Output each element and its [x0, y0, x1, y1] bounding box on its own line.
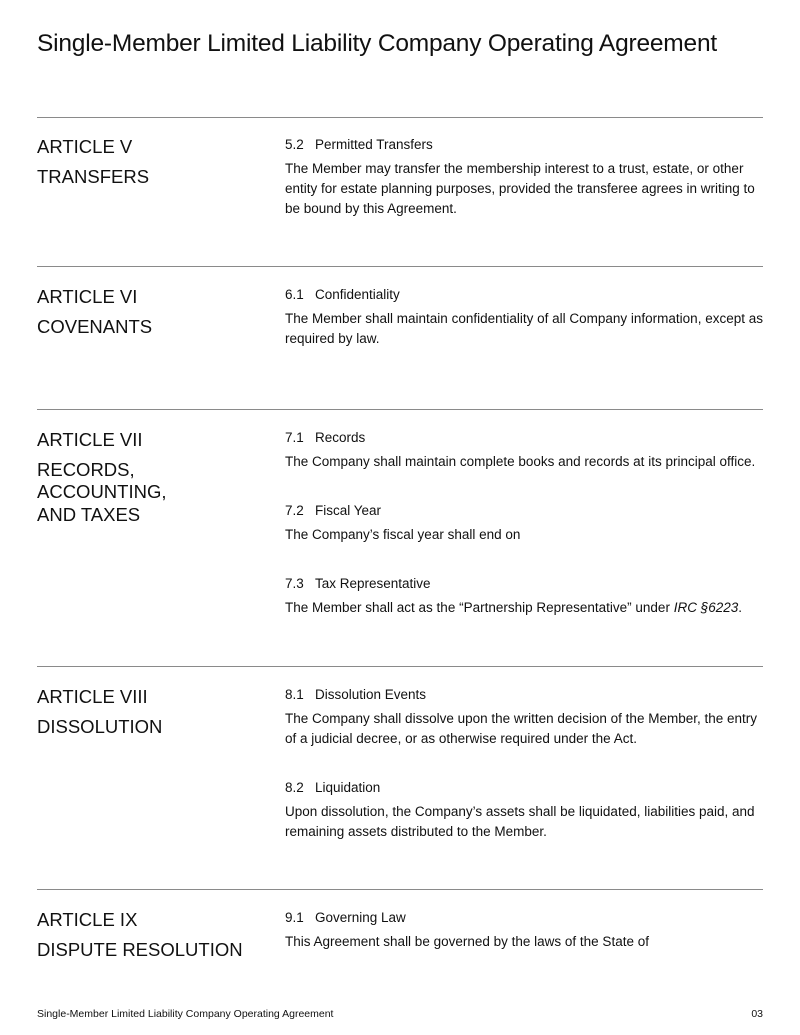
section-number: 8.1: [285, 687, 304, 702]
section-body: [285, 525, 763, 545]
section-heading: [285, 430, 763, 446]
body-line: The Member may transfer the membership interest to a trust, estate, or other: [285, 161, 744, 176]
divider: [37, 266, 763, 267]
section-body: [285, 598, 763, 618]
document-title: Single-Member Limited Liability Company Operating Agreement: [37, 30, 717, 57]
article-heading: [37, 909, 257, 961]
section-number: 7.1: [285, 430, 304, 445]
section-heading: [285, 687, 763, 703]
body-line: required by law.: [285, 331, 380, 346]
section-9-1: [285, 910, 763, 952]
body-line: The Company shall maintain complete books and records at its principal office.: [285, 454, 756, 469]
article-name: [37, 459, 257, 526]
body-line: of a judicial decree, or as otherwise required under the Act.: [285, 731, 637, 746]
article-heading: [37, 286, 257, 338]
body-text-end: .: [738, 600, 742, 615]
article-heading: [37, 429, 257, 526]
body-text: The Member shall act as the “Partnership Representative” under: [285, 600, 674, 615]
section-number: 9.1: [285, 910, 304, 925]
body-line: The Member shall maintain confidentiality of all Company information, except as: [285, 311, 763, 326]
divider: [37, 666, 763, 667]
article-name-line: ACCOUNTING,: [37, 481, 167, 503]
body-line: [285, 598, 763, 618]
article-number: ARTICLE VII: [37, 429, 143, 450]
body-line: Upon dissolution, the Company’s assets shall be liquidated, liabilities paid, and: [285, 804, 755, 819]
section-heading: [285, 780, 763, 796]
section-title: Liquidation: [315, 780, 381, 795]
article-number: ARTICLE IX: [37, 909, 138, 930]
section-8-2: [285, 780, 763, 842]
body-line: The Company’s fiscal year shall end on: [285, 527, 521, 542]
section-body: [285, 709, 763, 749]
section-body: [285, 802, 763, 842]
section-body: [285, 309, 763, 349]
section-body: [285, 452, 763, 472]
body-line: remaining assets distributed to the Member.: [285, 824, 547, 839]
page-number: 03: [751, 1008, 763, 1020]
article-heading: [37, 136, 257, 188]
article-name-line: RECORDS,: [37, 459, 135, 481]
article-name-line: COVENANTS: [37, 316, 153, 338]
article-number: ARTICLE VI: [37, 286, 138, 307]
article-number: ARTICLE VIII: [37, 686, 148, 707]
section-heading: [285, 137, 763, 153]
article-name: [37, 716, 257, 738]
section-body: [285, 932, 763, 952]
footer-document-title: Single-Member Limited Liability Company Operating Agreement: [37, 1008, 334, 1020]
article-heading: [37, 686, 257, 738]
section-number: 7.3: [285, 576, 304, 591]
section-heading: [285, 287, 763, 303]
article-name: [37, 939, 257, 961]
section-title: Fiscal Year: [315, 503, 382, 518]
section-heading: [285, 503, 763, 519]
section-title: Records: [315, 430, 366, 445]
body-line: The Company shall dissolve upon the written decision of the Member, the entry: [285, 711, 757, 726]
article-name-line: DISSOLUTION: [37, 716, 163, 738]
body-line: entity for estate planning purposes, provided the transferee agrees in writing to: [285, 181, 755, 196]
section-title: Tax Representative: [315, 576, 431, 591]
article-name-line: AND TAXES: [37, 503, 141, 525]
section-title: Governing Law: [315, 910, 406, 925]
section-7-2: [285, 503, 763, 545]
section-8-1: [285, 687, 763, 749]
body-line: This Agreement shall be governed by the laws of the State of: [285, 934, 649, 949]
section-number: 7.2: [285, 503, 304, 518]
section-title: Permitted Transfers: [315, 137, 433, 152]
section-7-3: [285, 576, 763, 618]
section-5-2: [285, 137, 763, 219]
section-6-1: [285, 287, 763, 349]
body-line: be bound by this Agreement.: [285, 201, 457, 216]
divider: [37, 409, 763, 410]
section-number: 8.2: [285, 780, 304, 795]
section-title: Confidentiality: [315, 287, 400, 302]
article-name: [37, 166, 257, 188]
divider: [37, 117, 763, 118]
section-heading: [285, 910, 763, 926]
article-name-line: TRANSFERS: [37, 166, 150, 188]
divider: [37, 889, 763, 890]
article-name: [37, 316, 257, 338]
statute-citation: IRC §6223: [673, 600, 739, 615]
section-number: 6.1: [285, 287, 304, 302]
section-number: 5.2: [285, 137, 304, 152]
article-name-line: DISPUTE RESOLUTION: [37, 939, 243, 961]
section-heading: [285, 576, 763, 592]
section-7-1: [285, 430, 763, 472]
section-title: Dissolution Events: [315, 687, 427, 702]
section-body: [285, 159, 763, 219]
article-number: ARTICLE V: [37, 136, 133, 157]
